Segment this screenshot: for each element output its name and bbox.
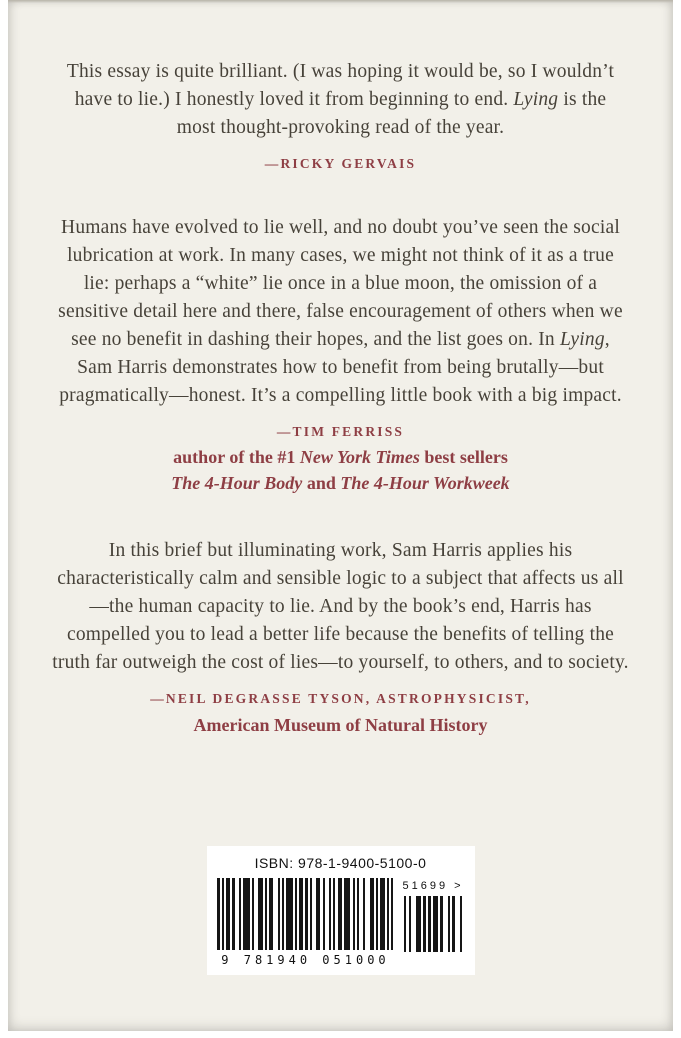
text-segment: best sellers [419, 447, 508, 467]
barcode-digits: 9 781940 051000 [221, 953, 390, 967]
quote-affiliation-tyson: American Museum of Natural History [193, 715, 488, 735]
barcode-bar [391, 878, 393, 950]
text-segment: author of the #1 [173, 447, 300, 467]
quote-text-tyson [48, 537, 634, 677]
quote-attribution-ferriss: —TIM FERRISS [276, 424, 405, 439]
barcode-panel [207, 846, 475, 975]
barcode-main [217, 878, 393, 967]
quote-credit-line-1 [38, 445, 643, 469]
text-segment: , Sam Harris demonstrates how to benefit from being brutally—but pragmatically—honest. It’s a compelling little book with a big impact. [59, 329, 622, 406]
quote-attribution-tyson: —NEIL DEGRASSE TYSON, ASTROPHYSICIST, [150, 691, 531, 706]
barcode-row [219, 878, 463, 967]
quote-text-gervais [58, 58, 624, 142]
quote-block-ferriss [38, 214, 643, 495]
text-segment: Lying [559, 329, 605, 350]
barcode-main-bars [217, 878, 393, 950]
text-segment: The 4-Hour Workweek [340, 473, 510, 493]
quote-attribution-gervais: —RICKY GERVAIS [264, 156, 417, 171]
text-segment: Humans have evolved to lie well, and no doubt you’ve seen the social lubrication at work. In many cases, we might not think of it as a true lie: perhaps a “white” lie once in a blue moon, the omission of a sensitive detail here and there, false encouragement of others when we see no benefit in dashing their hopes, and the list goes on. In [58, 217, 623, 350]
barcode-supplement-bars [404, 896, 462, 952]
text-segment: The 4-Hour Body [171, 473, 303, 493]
quote-block-tyson [38, 537, 643, 737]
quote-text-ferriss [54, 214, 628, 410]
barcode-bar [460, 896, 462, 952]
text-segment: This essay is quite brilliant. (I was hoping it would be, so I wouldn’t have to lie.) I honestly loved it from beginning to end. [66, 61, 615, 110]
text-segment: Lying [513, 89, 559, 110]
barcode-supplement [402, 880, 463, 967]
quote-block-gervais [38, 58, 643, 172]
text-segment: is the most thought-provoking read of the year. [176, 89, 607, 138]
text-segment: New York Times [299, 447, 420, 467]
text-segment: and [302, 473, 341, 493]
barcode-supplement-label: 51699 > [402, 880, 464, 892]
text-segment: In this brief but illuminating work, Sam Harris applies his characteristically calm and sensible logic to a subject that affects us all—the human capacity to lie. And by the book’s end, Harris has compelled you to lead a better life because the benefits of telling the truth far outweigh the cost of lies—to yourself, to others, and to society. [52, 540, 629, 673]
cover-text-column [8, 0, 673, 737]
isbn-label: ISBN: 978-1-9400-5100-0 [254, 855, 427, 871]
book-back-cover [8, 0, 673, 1031]
quote-credit-line-2 [38, 471, 643, 495]
